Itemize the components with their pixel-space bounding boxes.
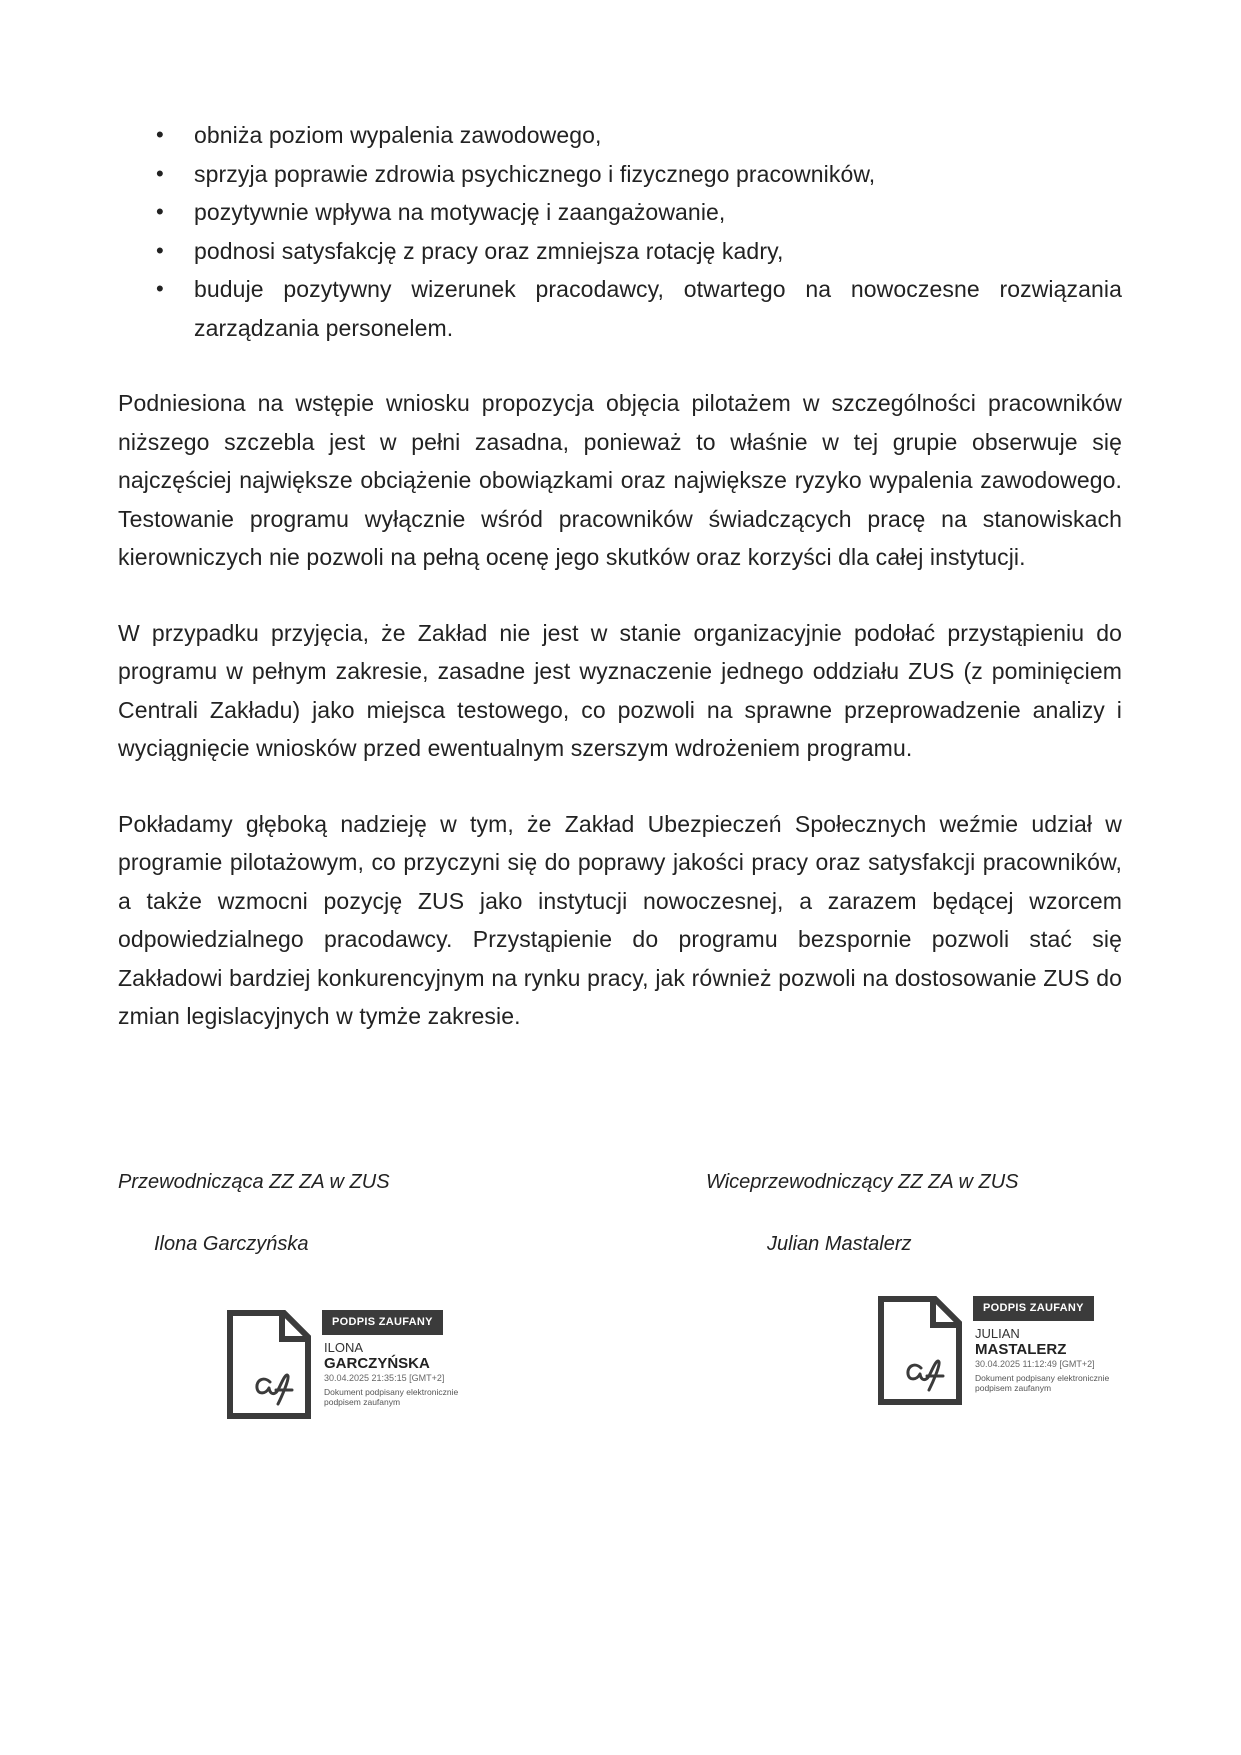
- list-item: • sprzyja poprawie zdrowia psychicznego i fizycznego pracowników,: [194, 155, 1122, 194]
- list-item: • podnosi satysfakcję z pracy oraz zmniejsza rotację kadry,: [194, 232, 1122, 271]
- stamp-last-name: MASTALERZ: [975, 1341, 1067, 1358]
- left-trusted-signature-stamp: [226, 1310, 526, 1430]
- stamp-first-name: ILONA: [324, 1340, 364, 1355]
- stamp-date: 30.04.2025 21:35:15 [GMT+2]: [324, 1373, 445, 1383]
- list-item: • buduje pozytywny wizerunek pracodawcy, otwartego na nowoczesne rozwiązania zarządzania personelem.: [194, 270, 1122, 347]
- document-body: [118, 116, 1122, 1073]
- paragraph-pilot-scope: Podniesiona na wstępie wniosku propozycja objęcia pilotażem w szczególności pracowników niższego szczebla jest w pełni zasadna, ponieważ to właśnie w tej grupie obserwuje się najczęściej największe obciążenie obowiązkami oraz największe ryzyko wypalenia zawodowego. Testowanie programu wyłącznie wśród pracowników świadczących pracę na stanowiskach kierowniczych nie pozwoli na pełną ocenę jego skutków oraz korzyści dla całej instytucji.: [118, 390, 1122, 570]
- signed-document-icon: [877, 1296, 963, 1406]
- stamp-first-name: JULIAN: [975, 1326, 1020, 1341]
- list-item: • pozytywnie wpływa na motywację i zaangażowanie,: [194, 193, 1122, 232]
- stamp-badge: PODPIS ZAUFANY: [322, 1310, 443, 1335]
- list-item: • obniża poziom wypalenia zawodowego,: [194, 116, 1122, 155]
- left-signatory-title: Przewodnicząca ZZ ZA w ZUS: [118, 1171, 390, 1193]
- stamp-last-name: GARCZYŃSKA: [324, 1355, 430, 1372]
- stamp-note: Dokument podpisany elektronicznie podpisem zaufanym: [324, 1387, 459, 1407]
- right-signatory-title: Wiceprzewodniczący ZZ ZA w ZUS: [706, 1171, 1019, 1193]
- signed-document-icon: [226, 1310, 312, 1420]
- paragraph-closing: Pokładamy głęboką nadzieję w tym, że Zakład Ubezpieczeń Społecznych weźmie udział w programie pilotażowym, co przyczyni się do poprawy jakości pracy oraz satysfakcji pracowników, a także wzmocni pozycję ZUS jako instytucji nowoczesnej, a zarazem będącej wzorcem odpowiedzialnego pracodawcy. Przystąpienie do programu bezspornie pozwoli stać się Zakładowi bardziej konkurencyjnym na rynku pracy, jak również pozwoli na dostosowanie ZUS do zmian legislacyjnych w tymże zakresie.: [118, 810, 1122, 1029]
- right-trusted-signature-stamp: [877, 1296, 1177, 1416]
- stamp-badge: PODPIS ZAUFANY: [973, 1296, 1094, 1321]
- right-signatory-name: Julian Mastalerz: [767, 1233, 912, 1255]
- left-signatory-name: Ilona Garczyńska: [154, 1233, 309, 1255]
- stamp-date: 30.04.2025 11:12:49 [GMT+2]: [975, 1359, 1095, 1369]
- stamp-note: Dokument podpisany elektronicznie podpisem zaufanym: [975, 1373, 1110, 1393]
- paragraph-test-branch: W przypadku przyjęcia, że Zakład nie jest w stanie organizacyjnie podołać przystąpieniu do programu w pełnym zakresie, zasadne jest wyznaczenie jednego oddziału ZUS (z pominięciem Centrali Zakładu) jako miejsca testowego, co pozwoli na sprawne przeprowadzenie analizy i wyciągnięcie wniosków przed ewentualnym szerszym wdrożeniem programu.: [118, 619, 1122, 761]
- benefits-list: [118, 116, 1122, 347]
